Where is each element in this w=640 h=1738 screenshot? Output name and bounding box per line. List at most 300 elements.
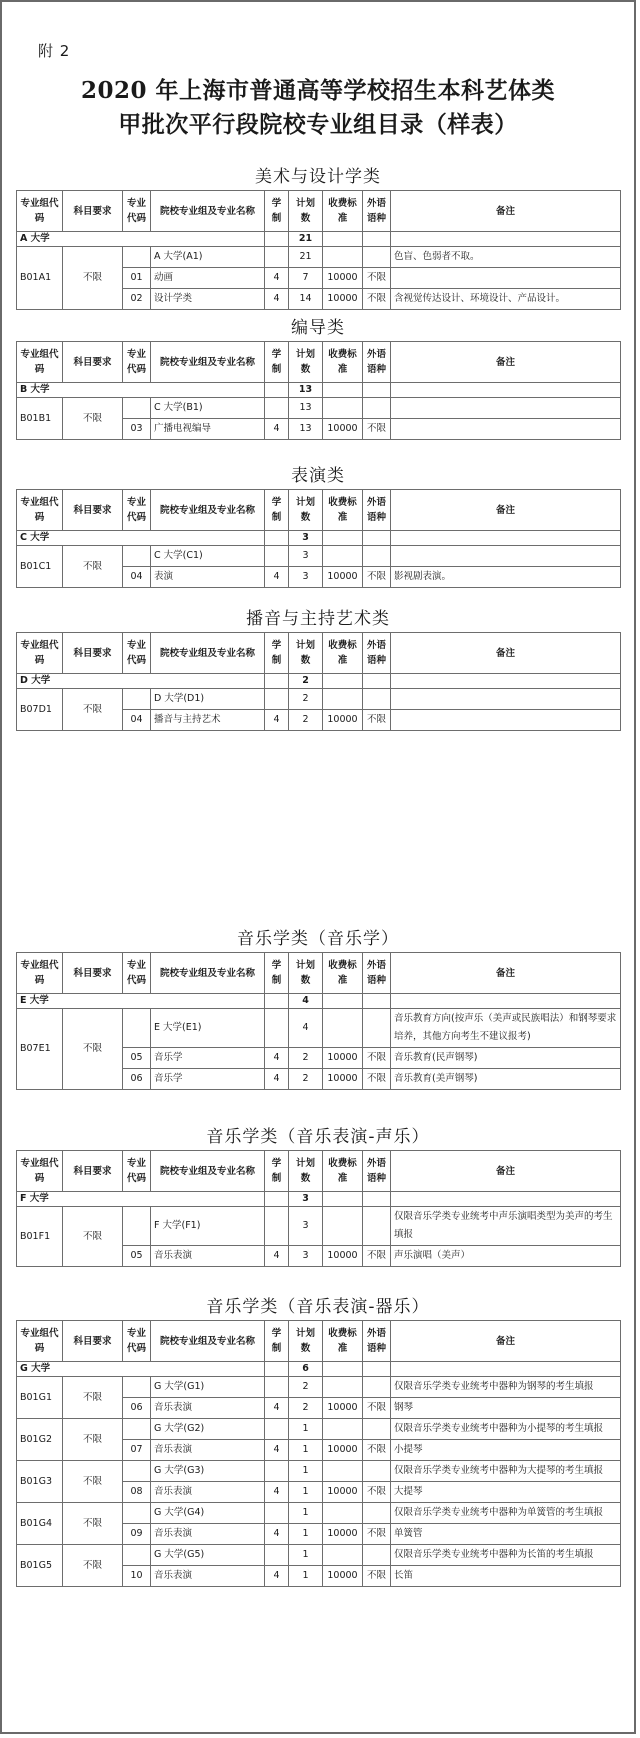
header-language: 外语语种	[363, 490, 391, 531]
header-language: 外语语种	[363, 342, 391, 383]
group-major-code	[123, 1545, 151, 1566]
section-title: 音乐学类（音乐学）	[237, 929, 399, 949]
group-code: B07D1	[17, 689, 63, 731]
group-note: 色盲、色弱者不取。	[391, 247, 621, 268]
header-row	[17, 191, 621, 232]
group-years	[265, 1009, 289, 1048]
catalog-table	[16, 190, 621, 310]
header-years: 学制	[265, 953, 289, 994]
university-row	[17, 994, 621, 1009]
major-years: 4	[265, 289, 289, 310]
section-title: 音乐学类（音乐表演-声乐）	[206, 1127, 430, 1147]
major-language: 不限	[363, 567, 391, 588]
major-language: 不限	[363, 1048, 391, 1069]
header-name: 院校专业组及专业名称	[151, 342, 265, 383]
group-plan: 21	[289, 247, 323, 268]
header-group-code: 专业组代码	[17, 191, 63, 232]
major-plan: 1	[289, 1482, 323, 1503]
header-row	[17, 1321, 621, 1362]
header-group-code: 专业组代码	[17, 490, 63, 531]
group-row	[17, 1009, 621, 1048]
group-lang	[363, 1419, 391, 1440]
group-lang	[363, 398, 391, 419]
university-name: A 大学	[17, 232, 265, 247]
header-subject-req: 科目要求	[63, 490, 123, 531]
header-major-code: 专业代码	[123, 633, 151, 674]
header-row	[17, 953, 621, 994]
group-row	[17, 689, 621, 710]
group-lang	[363, 689, 391, 710]
major-years: 4	[265, 1440, 289, 1461]
catalog-section	[16, 1294, 620, 1587]
university-fee	[323, 383, 363, 398]
major-note	[391, 268, 621, 289]
major-plan: 1	[289, 1440, 323, 1461]
group-plan: 3	[289, 1207, 323, 1246]
group-name: G 大学(G5)	[151, 1545, 265, 1566]
header-group-code: 专业组代码	[17, 342, 63, 383]
subject-requirement: 不限	[63, 1207, 123, 1267]
group-lang	[363, 546, 391, 567]
catalog-section	[16, 606, 620, 731]
major-code: 04	[123, 710, 151, 731]
header-name: 院校专业组及专业名称	[151, 1321, 265, 1362]
university-row	[17, 531, 621, 546]
major-name: 音乐表演	[151, 1246, 265, 1267]
header-subject-req: 科目要求	[63, 342, 123, 383]
header-row	[17, 490, 621, 531]
header-note: 备注	[391, 342, 621, 383]
major-note	[391, 419, 621, 440]
major-fee: 10000	[323, 419, 363, 440]
major-note: 长笛	[391, 1566, 621, 1587]
header-name: 院校专业组及专业名称	[151, 953, 265, 994]
major-language: 不限	[363, 1482, 391, 1503]
catalog-section	[16, 1124, 620, 1267]
group-fee	[323, 398, 363, 419]
major-code: 07	[123, 1440, 151, 1461]
group-years	[265, 1503, 289, 1524]
major-code: 06	[123, 1398, 151, 1419]
university-name: F 大学	[17, 1192, 265, 1207]
group-years	[265, 1419, 289, 1440]
group-fee	[323, 1377, 363, 1398]
major-language: 不限	[363, 289, 391, 310]
major-name: 广播电视编导	[151, 419, 265, 440]
university-row	[17, 1362, 621, 1377]
header-plan: 计划数	[289, 490, 323, 531]
major-code: 05	[123, 1048, 151, 1069]
group-fee	[323, 1009, 363, 1048]
group-row	[17, 1503, 621, 1524]
major-name: 音乐表演	[151, 1524, 265, 1545]
group-fee	[323, 546, 363, 567]
major-code: 09	[123, 1524, 151, 1545]
major-years: 4	[265, 1069, 289, 1090]
major-language: 不限	[363, 419, 391, 440]
group-years	[265, 546, 289, 567]
major-name: 音乐表演	[151, 1482, 265, 1503]
header-fee: 收费标准	[323, 342, 363, 383]
header-row	[17, 342, 621, 383]
major-language: 不限	[363, 268, 391, 289]
university-lang	[363, 674, 391, 689]
major-years: 4	[265, 1398, 289, 1419]
header-fee: 收费标准	[323, 953, 363, 994]
catalog-section	[16, 463, 620, 588]
header-major-code: 专业代码	[123, 1151, 151, 1192]
major-fee: 10000	[323, 1048, 363, 1069]
university-row	[17, 1192, 621, 1207]
group-years	[265, 398, 289, 419]
major-years: 4	[265, 1246, 289, 1267]
header-note: 备注	[391, 1321, 621, 1362]
header-language: 外语语种	[363, 1321, 391, 1362]
group-note: 仅限音乐学类专业统考中器种为钢琴的考生填报	[391, 1377, 621, 1398]
major-years: 4	[265, 419, 289, 440]
university-note	[391, 674, 621, 689]
group-note: 仅限音乐学类专业统考中器种为单簧管的考生填报	[391, 1503, 621, 1524]
group-name: G 大学(G1)	[151, 1377, 265, 1398]
university-note	[391, 1362, 621, 1377]
major-note: 含视觉传达设计、环境设计、产品设计。	[391, 289, 621, 310]
major-plan: 3	[289, 567, 323, 588]
catalog-section	[16, 926, 620, 1090]
university-note	[391, 383, 621, 398]
group-note	[391, 546, 621, 567]
university-row	[17, 383, 621, 398]
group-major-code	[123, 1461, 151, 1482]
header-major-code: 专业代码	[123, 191, 151, 232]
group-plan: 1	[289, 1503, 323, 1524]
header-major-code: 专业代码	[123, 953, 151, 994]
major-fee: 10000	[323, 1566, 363, 1587]
group-plan: 2	[289, 1377, 323, 1398]
major-plan: 1	[289, 1566, 323, 1587]
group-major-code	[123, 546, 151, 567]
group-plan: 4	[289, 1009, 323, 1048]
header-note: 备注	[391, 191, 621, 232]
catalog-section	[16, 164, 620, 310]
major-note	[391, 710, 621, 731]
header-years: 学制	[265, 490, 289, 531]
group-note	[391, 689, 621, 710]
group-code: B01F1	[17, 1207, 63, 1267]
header-plan: 计划数	[289, 1151, 323, 1192]
header-language: 外语语种	[363, 1151, 391, 1192]
university-lang	[363, 1192, 391, 1207]
catalog-table	[16, 952, 621, 1090]
group-row	[17, 1207, 621, 1246]
university-lang	[363, 383, 391, 398]
document-title-line2: 甲批次平行段院校专业组目录（样表）	[118, 111, 518, 138]
header-subject-req: 科目要求	[63, 1151, 123, 1192]
appendix-label: 附 2	[38, 42, 71, 60]
major-years: 4	[265, 710, 289, 731]
header-note: 备注	[391, 633, 621, 674]
header-subject-req: 科目要求	[63, 953, 123, 994]
major-code: 05	[123, 1246, 151, 1267]
group-code: B07E1	[17, 1009, 63, 1090]
document-title-line1: 2020 年上海市普通高等学校招生本科艺体类	[80, 77, 556, 104]
university-years	[265, 383, 289, 398]
group-major-code	[123, 1419, 151, 1440]
group-name: E 大学(E1)	[151, 1009, 265, 1048]
group-years	[265, 689, 289, 710]
university-lang	[363, 232, 391, 247]
header-fee: 收费标准	[323, 633, 363, 674]
group-code: B01G4	[17, 1503, 63, 1545]
group-major-code	[123, 247, 151, 268]
header-fee: 收费标准	[323, 1321, 363, 1362]
header-language: 外语语种	[363, 191, 391, 232]
major-name: 动画	[151, 268, 265, 289]
university-plan: 6	[289, 1362, 323, 1377]
major-plan: 13	[289, 419, 323, 440]
university-name: D 大学	[17, 674, 265, 689]
group-fee	[323, 1461, 363, 1482]
header-group-code: 专业组代码	[17, 953, 63, 994]
university-plan: 3	[289, 531, 323, 546]
major-language: 不限	[363, 1398, 391, 1419]
header-plan: 计划数	[289, 191, 323, 232]
major-note: 大提琴	[391, 1482, 621, 1503]
major-name: 音乐表演	[151, 1440, 265, 1461]
group-name: G 大学(G4)	[151, 1503, 265, 1524]
university-name: B 大学	[17, 383, 265, 398]
major-plan: 2	[289, 710, 323, 731]
major-plan: 2	[289, 1398, 323, 1419]
group-fee	[323, 1419, 363, 1440]
subject-requirement: 不限	[63, 1503, 123, 1545]
group-name: G 大学(G2)	[151, 1419, 265, 1440]
header-plan: 计划数	[289, 953, 323, 994]
group-note: 仅限音乐学类专业统考中声乐演唱类型为美声的考生填报	[391, 1207, 621, 1246]
major-years: 4	[265, 1524, 289, 1545]
group-fee	[323, 1207, 363, 1246]
group-code: B01B1	[17, 398, 63, 440]
catalog-table	[16, 1150, 621, 1267]
university-years	[265, 531, 289, 546]
group-code: B01G3	[17, 1461, 63, 1503]
major-fee: 10000	[323, 289, 363, 310]
university-plan: 21	[289, 232, 323, 247]
header-major-code: 专业代码	[123, 1321, 151, 1362]
major-language: 不限	[363, 1246, 391, 1267]
group-plan: 1	[289, 1419, 323, 1440]
university-fee	[323, 1192, 363, 1207]
header-group-code: 专业组代码	[17, 1151, 63, 1192]
header-fee: 收费标准	[323, 191, 363, 232]
major-code: 06	[123, 1069, 151, 1090]
header-years: 学制	[265, 1321, 289, 1362]
major-years: 4	[265, 268, 289, 289]
header-name: 院校专业组及专业名称	[151, 191, 265, 232]
group-code: B01G1	[17, 1377, 63, 1419]
university-years	[265, 674, 289, 689]
major-name: 音乐学	[151, 1048, 265, 1069]
group-code: B01G5	[17, 1545, 63, 1587]
header-years: 学制	[265, 342, 289, 383]
catalog-table	[16, 1320, 621, 1587]
major-plan: 3	[289, 1246, 323, 1267]
header-years: 学制	[265, 191, 289, 232]
group-lang	[363, 1207, 391, 1246]
group-name: C 大学(C1)	[151, 546, 265, 567]
subject-requirement: 不限	[63, 1461, 123, 1503]
major-code: 08	[123, 1482, 151, 1503]
section-title: 播音与主持艺术类	[246, 609, 390, 629]
major-plan: 2	[289, 1069, 323, 1090]
header-row	[17, 1151, 621, 1192]
group-lang	[363, 1377, 391, 1398]
major-fee: 10000	[323, 567, 363, 588]
group-years	[265, 247, 289, 268]
section-title: 表演类	[291, 466, 345, 486]
group-years	[265, 1545, 289, 1566]
catalog-section	[16, 315, 620, 440]
group-major-code	[123, 1503, 151, 1524]
group-name: C 大学(B1)	[151, 398, 265, 419]
header-row	[17, 633, 621, 674]
major-fee: 10000	[323, 268, 363, 289]
header-major-code: 专业代码	[123, 342, 151, 383]
group-major-code	[123, 1377, 151, 1398]
group-plan: 3	[289, 546, 323, 567]
catalog-table	[16, 341, 621, 440]
catalog-table	[16, 489, 621, 588]
group-lang	[363, 1009, 391, 1048]
header-plan: 计划数	[289, 342, 323, 383]
header-group-code: 专业组代码	[17, 1321, 63, 1362]
university-fee	[323, 232, 363, 247]
group-code: B01C1	[17, 546, 63, 588]
major-fee: 10000	[323, 1398, 363, 1419]
major-language: 不限	[363, 1069, 391, 1090]
group-name: F 大学(F1)	[151, 1207, 265, 1246]
university-years	[265, 994, 289, 1009]
university-fee	[323, 1362, 363, 1377]
major-code: 01	[123, 268, 151, 289]
group-plan: 1	[289, 1545, 323, 1566]
group-code: B01G2	[17, 1419, 63, 1461]
subject-requirement: 不限	[63, 689, 123, 731]
header-name: 院校专业组及专业名称	[151, 633, 265, 674]
major-note: 音乐教育(民声钢琴)	[391, 1048, 621, 1069]
header-major-code: 专业代码	[123, 490, 151, 531]
group-major-code	[123, 689, 151, 710]
header-language: 外语语种	[363, 953, 391, 994]
group-plan: 2	[289, 689, 323, 710]
header-group-code: 专业组代码	[17, 633, 63, 674]
university-plan: 3	[289, 1192, 323, 1207]
group-name: G 大学(G3)	[151, 1461, 265, 1482]
group-row	[17, 546, 621, 567]
major-note: 小提琴	[391, 1440, 621, 1461]
group-note	[391, 398, 621, 419]
major-name: 设计学类	[151, 289, 265, 310]
section-title: 美术与设计学类	[255, 167, 381, 187]
group-row	[17, 1461, 621, 1482]
university-fee	[323, 994, 363, 1009]
university-plan: 2	[289, 674, 323, 689]
major-fee: 10000	[323, 1246, 363, 1267]
subject-requirement: 不限	[63, 247, 123, 310]
major-years: 4	[265, 1482, 289, 1503]
university-years	[265, 1192, 289, 1207]
group-years	[265, 1377, 289, 1398]
header-note: 备注	[391, 953, 621, 994]
header-fee: 收费标准	[323, 490, 363, 531]
major-name: 表演	[151, 567, 265, 588]
university-years	[265, 232, 289, 247]
university-note	[391, 994, 621, 1009]
header-name: 院校专业组及专业名称	[151, 1151, 265, 1192]
major-plan: 2	[289, 1048, 323, 1069]
group-name: D 大学(D1)	[151, 689, 265, 710]
header-subject-req: 科目要求	[63, 1321, 123, 1362]
major-name: 音乐学	[151, 1069, 265, 1090]
major-code: 02	[123, 289, 151, 310]
university-row	[17, 674, 621, 689]
major-name: 播音与主持艺术	[151, 710, 265, 731]
group-fee	[323, 247, 363, 268]
group-major-code	[123, 1207, 151, 1246]
university-plan: 13	[289, 383, 323, 398]
group-note: 仅限音乐学类专业统考中器种为大提琴的考生填报	[391, 1461, 621, 1482]
major-fee: 10000	[323, 1482, 363, 1503]
university-note	[391, 531, 621, 546]
header-fee: 收费标准	[323, 1151, 363, 1192]
university-name: G 大学	[17, 1362, 265, 1377]
university-name: C 大学	[17, 531, 265, 546]
university-lang	[363, 531, 391, 546]
university-row	[17, 232, 621, 247]
major-code: 03	[123, 419, 151, 440]
group-row	[17, 247, 621, 268]
subject-requirement: 不限	[63, 398, 123, 440]
major-fee: 10000	[323, 710, 363, 731]
header-subject-req: 科目要求	[63, 191, 123, 232]
subject-requirement: 不限	[63, 1419, 123, 1461]
university-fee	[323, 674, 363, 689]
group-years	[265, 1461, 289, 1482]
section-title: 音乐学类（音乐表演-器乐）	[206, 1297, 430, 1317]
group-years	[265, 1207, 289, 1246]
university-plan: 4	[289, 994, 323, 1009]
group-plan: 13	[289, 398, 323, 419]
subject-requirement: 不限	[63, 1377, 123, 1419]
major-years: 4	[265, 1048, 289, 1069]
university-note	[391, 232, 621, 247]
subject-requirement: 不限	[63, 1009, 123, 1090]
university-years	[265, 1362, 289, 1377]
header-name: 院校专业组及专业名称	[151, 490, 265, 531]
university-note	[391, 1192, 621, 1207]
header-subject-req: 科目要求	[63, 633, 123, 674]
major-note: 单簧管	[391, 1524, 621, 1545]
university-fee	[323, 531, 363, 546]
subject-requirement: 不限	[63, 1545, 123, 1587]
major-note: 影视剧表演。	[391, 567, 621, 588]
major-code: 10	[123, 1566, 151, 1587]
group-lang	[363, 247, 391, 268]
major-language: 不限	[363, 1524, 391, 1545]
subject-requirement: 不限	[63, 546, 123, 588]
major-language: 不限	[363, 1440, 391, 1461]
group-lang	[363, 1461, 391, 1482]
group-major-code	[123, 398, 151, 419]
